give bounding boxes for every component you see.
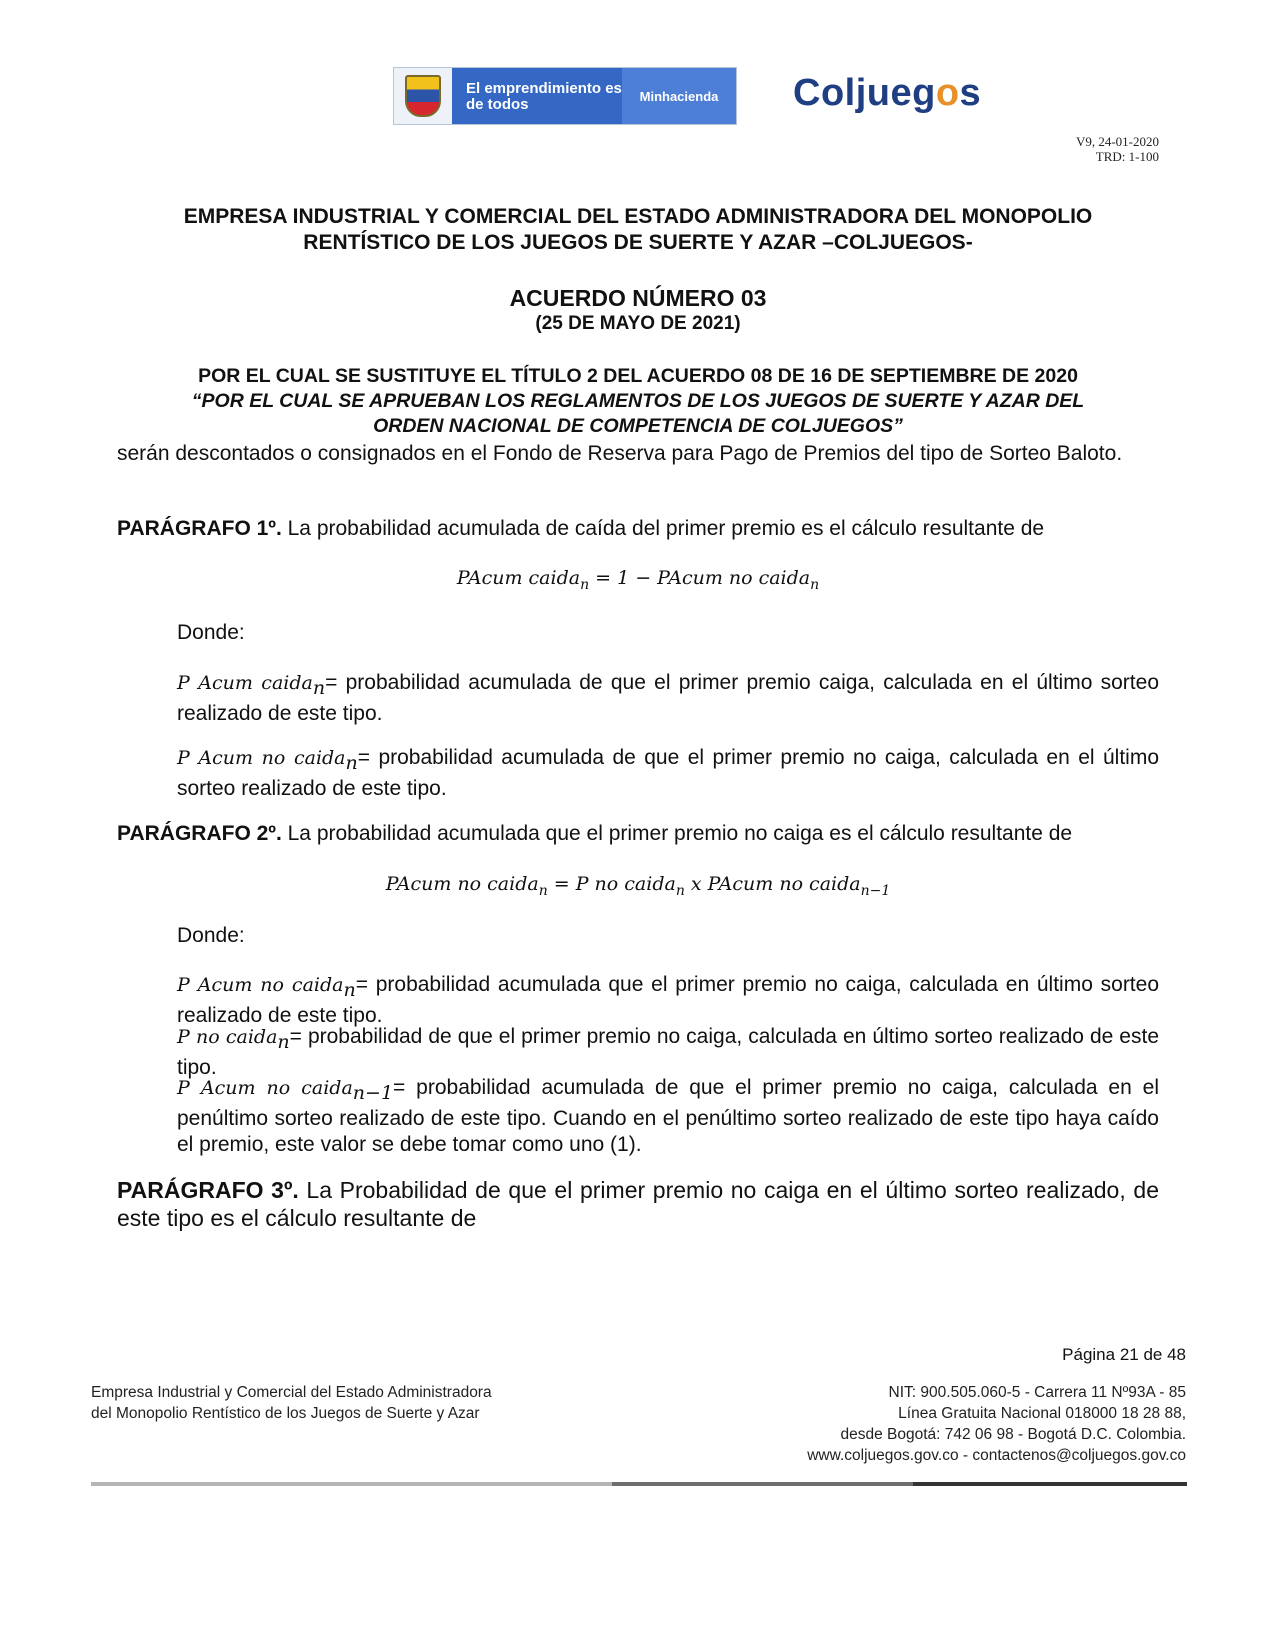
donde-label: Donde: <box>177 621 245 644</box>
paragraph-1: PARÁGRAFO 1º. La probabilidad acumulada de caída del primer premio es el cálculo resultante de <box>117 517 1045 540</box>
agreement-number: ACUERDO NÚMERO 03 <box>509 285 767 311</box>
definition-4: P no caida$_n$= probabilidad de que el primer premio no caiga, calculada en último sorteo realizado de este tipo. <box>177 1025 1159 1080</box>
formula-1: PAcum caida$_n$ = 1 − PAcum no caida$_n$ <box>456 567 820 593</box>
colombia-shield-icon <box>394 68 452 124</box>
page-number: Página 21 de 48 <box>1062 1345 1186 1364</box>
paragraph-3: PARÁGRAFO 3º. La Probabilidad de que el primer premio no caiga en el último sorteo realizado, de este tipo es el cálculo resultante de <box>117 1177 1159 1231</box>
government-logo <box>393 67 737 125</box>
agreement-date: (25 DE MAYO DE 2021) <box>535 313 741 334</box>
gov-slogan: El emprendimiento es de todos <box>452 68 622 124</box>
paragraph-2: PARÁGRAFO 2º. La probabilidad acumulada que el primer premio no caiga es el cálculo resultante de <box>117 822 1073 845</box>
agreement-subject: POR EL CUAL SE SUSTITUYE EL TÍTULO 2 DEL ACUERDO 08 DE 16 DE SEPTIEMBRE DE 2020 “POR EL CUAL SE APRUEBAN LOS REGLAMENTOS DE LOS JUEGOS DE SUERTE Y AZAR DEL ORDEN NACIONAL DE COMPETENCIA DE COLJUEGOS” <box>191 365 1085 437</box>
ministry-label: Minhacienda <box>622 68 736 124</box>
donde-label-2: Donde: <box>177 924 245 947</box>
formula-2: PAcum no caida$_n$ = P no caida$_n$ x PAcum no caida$_{n-1}$ <box>385 873 891 899</box>
footer-divider <box>91 1482 1187 1486</box>
coljuegos-logo: Coljuegos <box>793 72 982 114</box>
definition-3: P Acum no caida$_n$= probabilidad acumulada que el primer premio no caiga, calculada en último sorteo realizado de este tipo. <box>177 973 1160 1028</box>
document-version: V9, 24-01-2020 TRD: 1-100 <box>1075 134 1159 164</box>
definition-5: P Acum no caida$_{n-1}$= probabilidad acumulada de que el primer premio no caiga, calculada en el penúltimo sorteo realizado de este tipo. Cuando en el penúltimo sorteo realizado de este tipo haya caído el premio, este valor se debe tomar como uno (1). <box>177 1076 1159 1157</box>
footer-company: Empresa Industrial y Comercial del Estado Administradora del Monopolio Rentístico de los Juegos de Suerte y Azar <box>91 1384 492 1422</box>
intro-paragraph: serán descontados o consignados en el Fondo de Reserva para Pago de Premios del tipo de Sorteo Baloto. <box>117 442 1123 465</box>
footer-contact: NIT: 900.505.060-5 - Carrera 11 Nº93A - 85 Línea Gratuita Nacional 018000 18 28 88, desde Bogotá: 742 06 98 - Bogotá D.C. Colombia. www.coljuegos.gov.co - contactenos@coljuegos.gov.co <box>807 1384 1186 1464</box>
definition-2: P Acum no caida$_n$= probabilidad acumulada de que el primer premio no caiga, calculada en el último sorteo realizado de este tipo. <box>177 746 1160 801</box>
definition-1: P Acum caida$_n$= probabilidad acumulada de que el primer premio caiga, calculada en el último sorteo realizado de este tipo. <box>177 671 1159 726</box>
organization-name: EMPRESA INDUSTRIAL Y COMERCIAL DEL ESTADO ADMINISTRADORA DEL MONOPOLIO RENTÍSTICO DE LOS JUEGOS DE SUERTE Y AZAR –COLJUEGOS- <box>183 205 1093 254</box>
flame-icon: o <box>935 72 960 114</box>
